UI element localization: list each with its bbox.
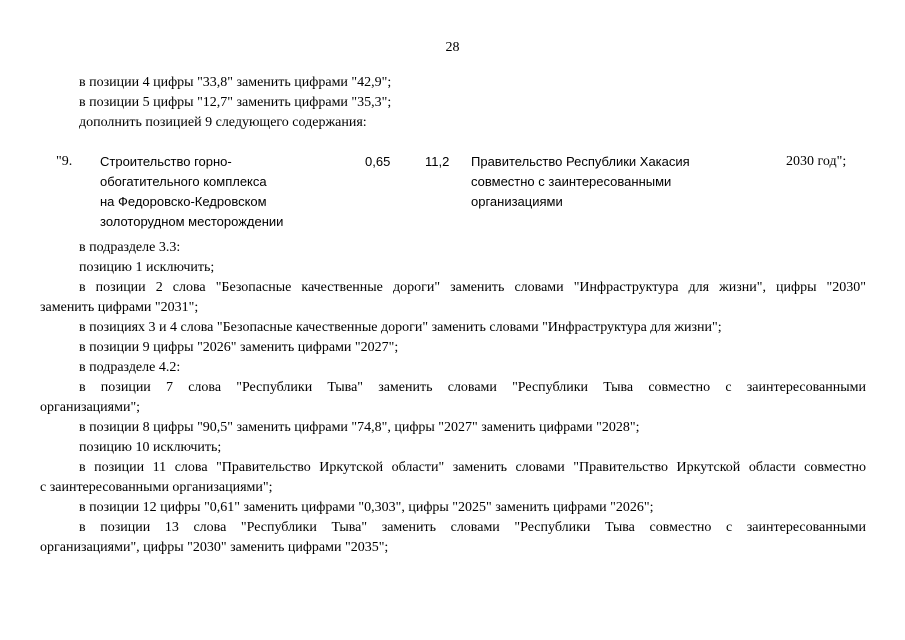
row-executor-line: совместно с заинтересованными xyxy=(471,174,672,189)
intro-line: в позиции 5 цифры "12,7" заменить цифрами "35,3"; xyxy=(79,95,392,110)
changes-section xyxy=(40,238,866,558)
row-value-2: 11,2 xyxy=(425,154,450,169)
paragraph: в позиции 11 слова "Правительство Иркутской области" заменить словами "Правительство Иркутской области совместно xyxy=(79,460,866,475)
intro-line: дополнить позицией 9 следующего содержания: xyxy=(79,115,367,130)
row-executor-line: организациями xyxy=(471,194,563,209)
paragraph: в позиции 13 слова "Республики Тыва" заменить словами "Республики Тыва совместно с заинтересованными xyxy=(79,520,866,535)
row-executor-cell xyxy=(471,152,771,212)
row-name-cell xyxy=(100,152,330,232)
paragraph: в позиции 8 цифры "90,5" заменить цифрами "74,8", цифры "2027" заменить цифрами "2028"; xyxy=(79,420,640,435)
paragraph: позицию 10 исключить; xyxy=(79,440,222,455)
intro-line: в позиции 4 цифры "33,8" заменить цифрами "42,9"; xyxy=(79,75,392,90)
row-executor-line: Правительство Республики Хакасия xyxy=(471,154,690,169)
paragraph-continuation: организациями"; xyxy=(40,400,141,415)
paragraph-continuation: организациями", цифры "2030" заменить цифрами "2035"; xyxy=(40,540,389,555)
paragraph-continuation: заменить цифрами "2031"; xyxy=(40,300,199,315)
paragraph: в позиции 2 слова "Безопасные качественные дороги" заменить словами "Инфраструктура для жизни", цифры "2030" xyxy=(79,280,866,295)
paragraph: в подразделе 4.2: xyxy=(79,360,181,375)
table-row xyxy=(40,152,866,232)
paragraph: в позиции 12 цифры "0,61" заменить цифрами "0,303", цифры "2025" заменить цифрами "2026"; xyxy=(79,500,654,515)
paragraph: в позиции 7 слова "Республики Тыва" заменить словами "Республики Тыва совместно с заинтересованными xyxy=(79,380,866,395)
intro-section xyxy=(40,73,866,133)
paragraph: в позиции 9 цифры "2026" заменить цифрами "2027"; xyxy=(79,340,399,355)
row-year: 2030 год"; xyxy=(786,154,847,169)
row-name-line: обогатительного комплекса xyxy=(100,174,267,189)
paragraph: в подразделе 3.3: xyxy=(79,240,181,255)
paragraph-continuation: с заинтересованными организациями"; xyxy=(40,480,273,495)
row-name-line: на Федоровско-Кедровском xyxy=(100,194,267,209)
row-name-line: Строительство горно- xyxy=(100,154,232,169)
paragraph: позицию 1 исключить; xyxy=(79,260,215,275)
page-number: 28 xyxy=(445,40,460,55)
row-name-line: золоторудном месторождении xyxy=(100,214,284,229)
row-value-1: 0,65 xyxy=(365,154,391,169)
paragraph: в позициях 3 и 4 слова "Безопасные качественные дороги" заменить словами "Инфраструктура для жизни"; xyxy=(79,320,722,335)
row-number: "9. xyxy=(56,154,73,169)
